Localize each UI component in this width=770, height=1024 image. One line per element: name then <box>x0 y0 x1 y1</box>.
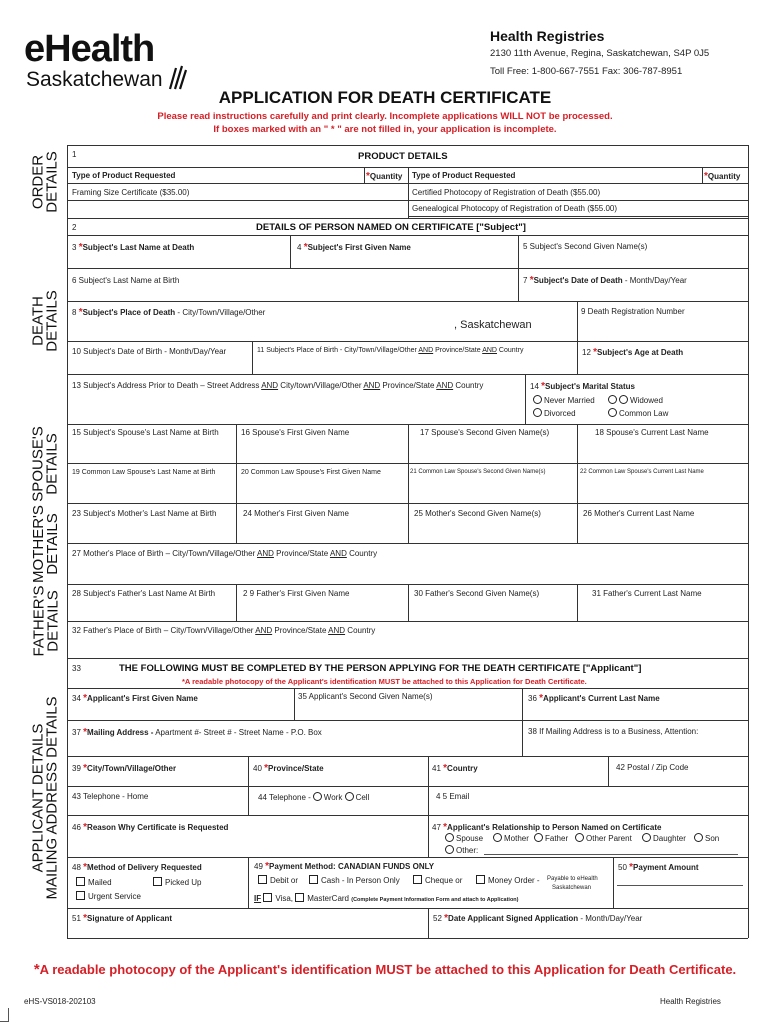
subject-details-heading: DETAILS OF PERSON NAMED ON CERTIFICATE ["Subject"] <box>256 222 526 233</box>
radio-icon <box>608 408 617 417</box>
payable-to: Payable to eHealth <box>547 876 598 882</box>
field-22-label[interactable]: 22 Common Law Spouse's Current Last Name <box>580 469 704 475</box>
col-product-left: Type of Product Requested <box>72 171 176 180</box>
checkbox-icon <box>476 875 485 884</box>
field-38-label[interactable]: 38 If Mailing Address is to a Business, Attention: <box>528 727 699 736</box>
delivery-picked-up[interactable]: Picked Up <box>153 877 201 887</box>
field-7-label[interactable]: 7 *Subject's Date of Death - Month/Day/Year <box>523 275 687 286</box>
field-43-label[interactable]: 43 Telephone - Home <box>72 792 149 801</box>
marital-widowed[interactable]: Widowed <box>608 395 663 405</box>
field-39-label[interactable]: 39 *City/Town/Village/Other <box>72 763 177 774</box>
field-14-label: 14 *Subject's Marital Status <box>530 381 635 392</box>
field-10-label[interactable]: 10 Subject's Date of Birth - Month/Day/Year <box>72 347 227 356</box>
delivery-urgent[interactable]: Urgent Service <box>76 891 141 901</box>
field-28-label[interactable]: 28 Subject's Father's Last Name At Birth <box>72 589 216 598</box>
radio-icon <box>608 395 617 404</box>
field-8-province: , Saskatchewan <box>454 319 532 331</box>
radio-icon <box>575 833 584 842</box>
relationship-other-parent[interactable]: Other Parent <box>575 833 632 843</box>
checkbox-icon <box>258 875 267 884</box>
field-16-label[interactable]: 16 Spouse's First Given Name <box>241 428 350 437</box>
checkbox-icon <box>309 875 318 884</box>
field-31-label[interactable]: 31 Father's Current Last Name <box>592 589 702 598</box>
marital-divorced[interactable]: Divorced <box>533 408 576 418</box>
product-certified-photocopy[interactable]: Certified Photocopy of Registration of Death ($55.00) <box>412 188 601 197</box>
field-42-label[interactable]: 42 Postal / Zip Code <box>616 763 689 772</box>
col-quantity-right: *Quantity <box>704 171 741 182</box>
org-address: 2130 11th Avenue, Regina, Saskatchewan, S4P 0J5 <box>490 48 710 59</box>
section-label-spouse: SPOUSE'S DETAILS <box>30 425 62 502</box>
radio-icon <box>534 833 543 842</box>
payment-debit[interactable]: Debit or <box>258 875 298 885</box>
org-name: Health Registries <box>490 28 605 44</box>
checkbox-icon <box>263 893 272 902</box>
field-18-label[interactable]: 18 Spouse's Current Last Name <box>595 428 709 437</box>
field-41-label[interactable]: 41 *Country <box>432 763 478 774</box>
field-23-label[interactable]: 23 Subject's Mother's Last Name at Birth <box>72 509 217 518</box>
field-49-label: 49 *Payment Method: CANADIAN FUNDS ONLY <box>254 861 435 872</box>
field-3-label[interactable]: 3 *Subject's Last Name at Death <box>72 242 195 253</box>
field-37-label[interactable]: 37 *Mailing Address - Apartment #- Street # - Street Name - P.O. Box <box>72 727 322 738</box>
applicant-section-num: 33 <box>72 664 81 673</box>
wheat-icon <box>166 64 188 90</box>
instructions-line-1: Please read instructions carefully and print clearly. Incomplete applications WILL NOT be processed. <box>157 111 613 122</box>
field-20-label[interactable]: 20 Common Law Spouse's First Given Name <box>241 469 381 476</box>
field-19-label[interactable]: 19 Common Law Spouse's Last Name at Birth <box>72 469 216 476</box>
marital-common-law[interactable]: Common Law <box>608 408 668 418</box>
radio-icon <box>694 833 703 842</box>
field-47-label: 47 *Applicant's Relationship to Person Named on Certificate <box>432 822 662 833</box>
subject-section-num: 2 <box>72 223 77 232</box>
footer-org: Health Registries <box>660 997 721 1006</box>
section-label-order: ORDER DETAILS <box>30 150 61 213</box>
radio-icon <box>642 833 651 842</box>
instructions-line-2: If boxes marked with an " * " are not filled in, your application is incomplete. <box>213 124 557 135</box>
radio-icon <box>445 833 454 842</box>
field-5-label[interactable]: 5 Subject's Second Given Name(s) <box>523 242 648 251</box>
payable-to-2: Saskatchewan <box>552 885 592 891</box>
delivery-mailed[interactable]: Mailed <box>76 877 112 887</box>
field-52-label[interactable]: 52 *Date Applicant Signed Application - Month/Day/Year <box>433 913 643 924</box>
checkbox-icon <box>413 875 422 884</box>
form-code: eHS-VS018-202103 <box>24 997 96 1006</box>
relationship-father[interactable]: Father <box>534 833 568 843</box>
section-label-mother: MOTHER'S DETAILS <box>30 504 61 583</box>
product-genealogical-photocopy[interactable]: Genealogical Photocopy of Registration of Death ($55.00) <box>412 204 618 213</box>
marital-never-married[interactable]: Never Married <box>533 395 595 405</box>
section-label-death: DEATH DETAILS <box>30 290 61 352</box>
field-44-label[interactable]: 44 Telephone - Work Cell <box>258 793 370 802</box>
radio-icon <box>619 395 628 404</box>
relationship-other[interactable]: Other: <box>445 845 478 855</box>
field-45-label[interactable]: 4 5 Email <box>436 792 470 801</box>
field-12-label[interactable]: 12 *Subject's Age at Death <box>582 347 684 358</box>
payment-cheque[interactable]: Cheque or <box>413 875 462 885</box>
checkbox-icon <box>76 877 85 886</box>
applicant-id-note: *A readable photocopy of the Applicant's identification MUST be attached to this Application for Death Certificate. <box>182 677 587 686</box>
field-48-label: 48 *Method of Delivery Requested <box>72 862 202 873</box>
radio-icon <box>445 845 454 854</box>
field-11-label[interactable]: 11 Subject's Place of Birth - City/Town/Village/Other AND Province/State AND Country <box>257 347 524 354</box>
field-29-label[interactable]: 2 9 Father's First Given Name <box>243 589 350 598</box>
field-9-label[interactable]: 9 Death Registration Number <box>581 307 685 316</box>
field-8-label[interactable]: 8 *Subject's Place of Death - City/Town/Village/Other <box>72 307 266 318</box>
checkbox-icon <box>76 891 85 900</box>
relationship-mother[interactable]: Mother <box>493 833 529 843</box>
field-15-label[interactable]: 15 Subject's Spouse's Last Name at Birth <box>72 428 219 437</box>
field-46-label[interactable]: 46 *Reason Why Certificate is Requested <box>72 822 229 833</box>
relationship-daughter[interactable]: Daughter <box>642 833 686 843</box>
field-27-label[interactable]: 27 Mother's Place of Birth – City/Town/Village/Other AND Province/State AND Country <box>72 549 378 558</box>
col-quantity-left: *Quantity <box>366 171 403 182</box>
field-36-label[interactable]: 36 *Applicant's Current Last Name <box>528 693 660 704</box>
checkbox-icon <box>153 877 162 886</box>
radio-icon <box>533 408 542 417</box>
field-51-label[interactable]: 51 *Signature of Applicant <box>72 913 173 924</box>
payment-card-row[interactable]: IF Visa, MasterCard (Complete Payment Information Form and attach to Application) <box>254 894 519 903</box>
work-radio-icon[interactable] <box>313 792 322 801</box>
field-30-label[interactable]: 30 Father's Second Given Name(s) <box>414 589 540 598</box>
radio-icon <box>533 395 542 404</box>
applicant-heading: THE FOLLOWING MUST BE COMPLETED BY THE PERSON APPLYING FOR THE DEATH CERTIFICATE ["Applicant"] <box>119 663 642 674</box>
ehealth-logo: eHealth <box>24 28 155 70</box>
radio-icon <box>493 833 502 842</box>
product-details-heading: PRODUCT DETAILS <box>358 151 448 162</box>
saskatchewan-logo-text: Saskatchewan <box>26 68 163 91</box>
field-4-label[interactable]: 4 *Subject's First Given Name <box>297 242 411 253</box>
field-26-label[interactable]: 26 Mother's Current Last Name <box>583 509 695 518</box>
field-34-label[interactable]: 34 *Applicant's First Given Name <box>72 693 198 704</box>
field-35-label[interactable]: 35 Applicant's Second Given Name(s) <box>298 692 433 701</box>
footer-id-notice: *A readable photocopy of the Applicant's identification MUST be attached to this Application for Death Certificate. <box>33 961 737 978</box>
relationship-spouse[interactable]: Spouse <box>445 833 483 843</box>
field-24-label[interactable]: 24 Mother's First Given Name <box>243 509 350 518</box>
col-product-right: Type of Product Requested <box>412 171 516 180</box>
section-label-father: FATHER'S DETAILS <box>30 585 61 657</box>
field-17-label[interactable]: 17 Spouse's Second Given Name(s) <box>420 428 550 437</box>
payment-cash[interactable]: Cash - In Person Only <box>309 875 400 885</box>
product-framing-certificate[interactable]: Framing Size Certificate ($35.00) <box>72 188 190 197</box>
order-num: 1 <box>72 150 77 159</box>
field-25-label[interactable]: 25 Mother's Second Given Name(s) <box>414 509 541 518</box>
relationship-son[interactable]: Son <box>694 833 719 843</box>
field-50-label[interactable]: 50 *Payment Amount <box>618 862 699 873</box>
section-label-applicant: APPLICANT DETAILS MAILING ADDRESS DETAILS <box>30 696 62 900</box>
checkbox-icon <box>295 893 304 902</box>
field-6-label[interactable]: 6 Subject's Last Name at Birth <box>72 276 180 285</box>
field-13-label[interactable]: 13 Subject's Address Prior to Death – Street Address AND City/town/Village/Other AND Province/State AND Country <box>72 381 484 390</box>
page-title: APPLICATION FOR DEATH CERTIFICATE <box>218 88 552 107</box>
field-21-label[interactable]: 21 Common Law Spouse's Second Given Name(s) <box>410 469 546 475</box>
field-40-label[interactable]: 40 *Province/State <box>253 763 324 774</box>
field-32-label[interactable]: 32 Father's Place of Birth – City/Town/Village/Other AND Province/State AND Country <box>72 626 376 635</box>
cell-radio-icon[interactable] <box>345 792 354 801</box>
payment-money-order[interactable]: Money Order - <box>476 875 540 885</box>
org-phone-fax: Toll Free: 1-800-667-7551 Fax: 306-787-8951 <box>490 66 683 77</box>
